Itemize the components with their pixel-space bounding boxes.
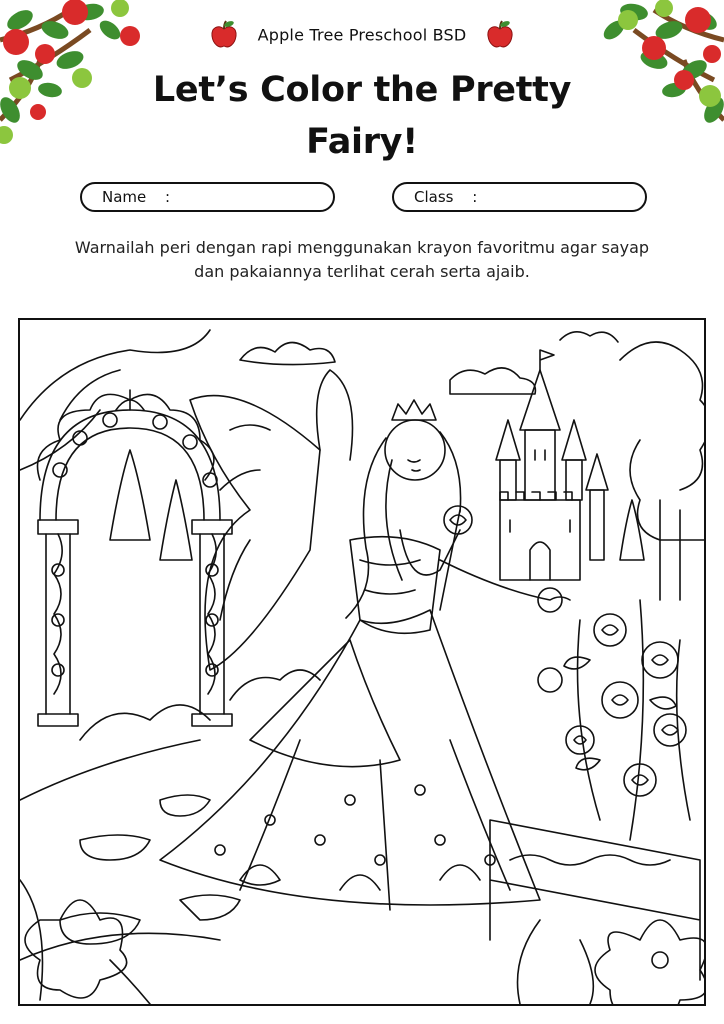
- fairy-coloring-illustration: [20, 320, 704, 1004]
- class-label: Class: [414, 188, 454, 206]
- coloring-illustration-frame: [18, 318, 706, 1006]
- class-field[interactable]: [392, 182, 647, 212]
- school-name: Apple Tree Preschool BSD: [257, 25, 467, 45]
- instructions-text: Warnailah peri dengan rapi menggunakan krayon favoritmu agar sayap dan pakaiannya terlihat cerah serta ajaib.: [74, 238, 650, 281]
- name-field[interactable]: [80, 182, 335, 212]
- name-separator: :: [165, 188, 171, 206]
- class-separator: :: [472, 188, 478, 206]
- apple-icon: [486, 20, 514, 50]
- school-header: [0, 20, 724, 50]
- page-title: Let’s Color the Pretty Fairy!: [152, 70, 572, 162]
- apple-icon: [210, 20, 238, 50]
- name-label: Name: [102, 188, 147, 206]
